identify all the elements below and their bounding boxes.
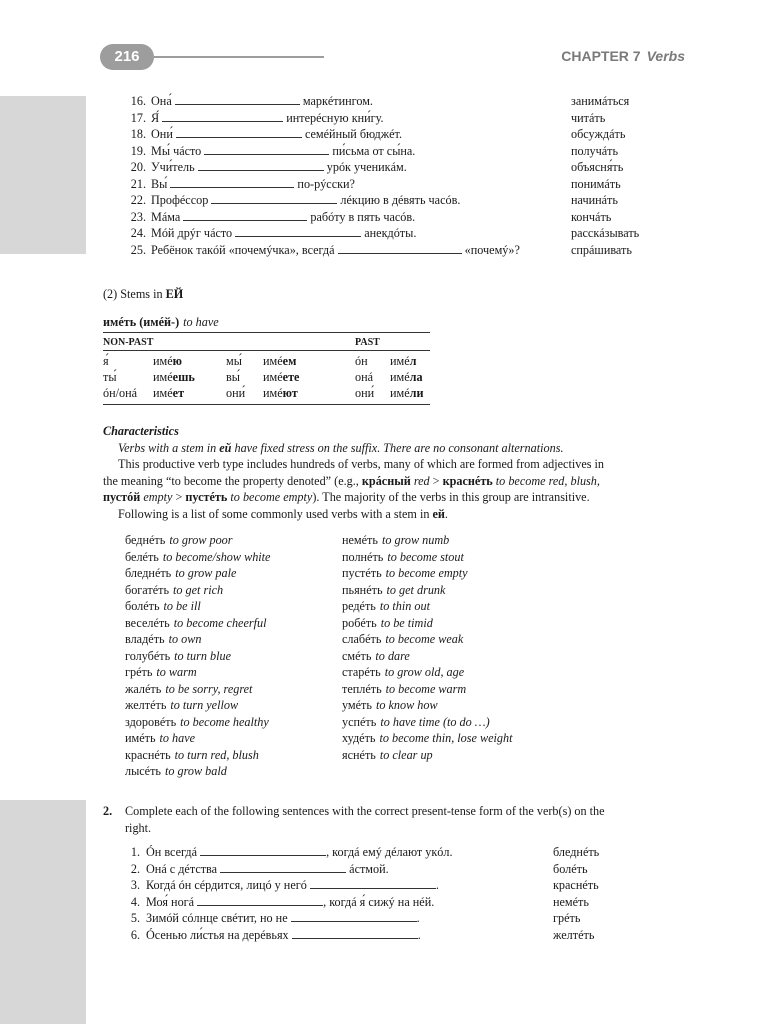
- non-past-header: NON-PAST: [103, 337, 154, 348]
- chapter-title: [561, 48, 685, 65]
- pronoun: óн/онá: [103, 386, 138, 400]
- answer-blank[interactable]: [162, 111, 283, 122]
- exercise-2-row-5: 5. Зимóй сóлнце свéтит, но не .: [130, 911, 420, 925]
- answer-blank[interactable]: [235, 226, 361, 237]
- verb-list-item: пустéть to become empty: [342, 566, 468, 580]
- exercise-verb: спрáшивать: [571, 242, 632, 257]
- answer-blank[interactable]: [176, 127, 302, 138]
- exercise-row-22: 22. Профéссор лéкцию в дéвять часóв. начинáть: [130, 193, 618, 207]
- verb-list-item: веселéть to become cheerful: [125, 615, 267, 630]
- answer-blank[interactable]: [170, 177, 294, 188]
- exercise-number: 2.: [103, 804, 113, 818]
- header-rule: [154, 56, 324, 58]
- verb-list-item: здоровéть to become healthy: [125, 714, 269, 729]
- verb-list-item: желтéть to turn yellow: [125, 698, 239, 712]
- verb-list-item: имéть to have: [125, 731, 196, 745]
- side-tab-top: [0, 96, 86, 254]
- verb-list-item: пьянéть to get drunk: [342, 582, 446, 597]
- table-rule-top: [103, 332, 430, 333]
- paragraph-line: пустóй empty > пустéть to become empty). The majority of the verbs in this group are intransitive.: [103, 490, 590, 504]
- verb-form: имéю: [153, 354, 182, 368]
- pronoun: вы́: [226, 370, 240, 384]
- verb-list-item: успéть to have time (to do …): [342, 714, 490, 729]
- answer-blank[interactable]: [220, 862, 346, 873]
- answer-blank[interactable]: [204, 144, 329, 155]
- exercise-verb: занимáться: [571, 94, 630, 108]
- verb-list-item: беднéть to grow poor: [125, 533, 233, 547]
- pronoun: я́: [103, 354, 109, 368]
- characteristics-note: Verbs with a stem in ей have fixed stress on the suffix. There are no consonant alternations.: [118, 440, 564, 455]
- exercise-2-row-6: 6. Óсенью ли́стья на дерéвьях .: [130, 927, 421, 942]
- verb-list-item: краснéть to turn red, blush: [125, 747, 259, 762]
- chapter-label: CHAPTER 7: [561, 48, 641, 64]
- verb-list-item: владéть to own: [125, 632, 202, 646]
- pronoun: мы́: [226, 354, 242, 368]
- answer-blank[interactable]: [197, 895, 323, 906]
- pronoun: óн: [355, 354, 368, 368]
- paragraph-line: the meaning “to become the property denoted” (e.g., крáсный red > краснéть to become red, blush,: [103, 473, 600, 488]
- verb-list-item: бледнéть to grow pale: [125, 566, 237, 580]
- chapter-topic: Verbs: [646, 48, 685, 64]
- answer-blank[interactable]: [175, 94, 300, 105]
- exercise-row-21: 21. Вы́ по-рýсски? понимáть: [130, 176, 621, 191]
- exercise-verb: читáть: [571, 110, 606, 125]
- verb-form: имéл: [390, 354, 417, 368]
- verb-list-item: слабéть to become weak: [342, 632, 464, 646]
- pronoun: ты́: [103, 370, 117, 384]
- instruction-line: Complete each of the following sentences with the correct present-tense form of the verb(s) on the: [125, 804, 605, 818]
- exercise-row-19: 19. Мы́ чáсто пи́сьма от сы́на. получáть: [130, 143, 619, 158]
- answer-blank[interactable]: [291, 911, 417, 922]
- verb-list-item: грéть to warm: [125, 665, 197, 679]
- section-heading: (2) Stems in ЕЙ: [103, 287, 184, 301]
- exercise-verb: начинáть: [571, 193, 618, 207]
- pronoun: они́: [226, 386, 246, 400]
- exercise-verb: объясня́ть: [571, 160, 624, 174]
- exercise-verb: бледнéть: [553, 845, 600, 859]
- exercise-2-row-4: 4. Моя́ ногá , когдá я́ сижý на нéй.: [130, 894, 435, 909]
- verb-list-item: старéть to grow old, age: [342, 665, 465, 679]
- verb-form: имéла: [390, 370, 423, 384]
- verb-list-item: голубéть to turn blue: [125, 648, 232, 663]
- paragraph-line: Following is a list of some commonly used verbs with a stem in ей.: [118, 506, 448, 521]
- verb-form: имéете: [263, 370, 300, 384]
- exercise-2-row-2: 2. Онá с дéтства áстмой.: [130, 861, 389, 876]
- exercise-verb: грéть: [553, 911, 581, 925]
- verb-list-item: яснéть to clear up: [342, 747, 433, 762]
- paragraph-line: This productive verb type includes hundreds of verbs, many of which are formed from adjectives in: [118, 457, 605, 471]
- page-header: [100, 44, 685, 72]
- exercise-row-20: 20. Учи́тель урóк ученикáм. объясня́ть: [130, 160, 624, 174]
- verb-list-item: редéть to thin out: [342, 599, 430, 613]
- answer-blank[interactable]: [211, 193, 337, 204]
- verb-list-item: лысéть to grow bald: [125, 764, 227, 778]
- exercise-row-25: 25. Ребёнок такóй «почемýчка», всегдá «почемý»? спрáшивать: [130, 242, 632, 257]
- verb-list-item: робéть to be timid: [342, 615, 433, 630]
- answer-blank[interactable]: [292, 928, 418, 939]
- answer-blank[interactable]: [200, 845, 326, 856]
- exercise-verb: болéть: [553, 861, 588, 876]
- verb-list-item: богатéть to get rich: [125, 582, 224, 597]
- pronoun: онá: [355, 370, 374, 384]
- verb-list-item: теплéть to become warm: [342, 681, 467, 696]
- table-rule-mid: [103, 350, 430, 351]
- verb-form: имéли: [390, 386, 424, 400]
- answer-blank[interactable]: [310, 878, 436, 889]
- verb-list-item: немéть to grow numb: [342, 533, 450, 547]
- conjugation-table: [103, 332, 430, 408]
- verb-list-item: умéть to know how: [342, 698, 438, 712]
- exercise-2-row-1: 1. Óн всегдá , когдá емý дéлают укóл.: [130, 845, 453, 859]
- pronoun: они́: [355, 386, 375, 400]
- exercise-row-24: 24. Мóй дрýг чáсто анекдóты. расскáзывать: [130, 226, 640, 240]
- exercise-verb: обсуждáть: [571, 127, 626, 141]
- instruction-line: right.: [125, 820, 152, 835]
- verb-title: имéть (имéй-) to have: [103, 315, 219, 329]
- verb-form: имéет: [153, 386, 185, 400]
- exercise-row-23: 23. Мáма рабóту в пять часóв. кончáть: [130, 209, 612, 224]
- verb-form: имéют: [263, 386, 298, 400]
- verb-list-item: смéть to dare: [342, 648, 410, 663]
- exercise-verb: желтéть: [553, 927, 595, 942]
- exercise-verb: немéть: [553, 894, 589, 909]
- table-rule-bottom: [103, 404, 430, 405]
- exercise-verb: расскáзывать: [571, 226, 640, 240]
- verb-list-item: болéть to be ill: [125, 599, 201, 613]
- exercise-verb: краснéть: [553, 878, 599, 892]
- side-tab-bottom: [0, 800, 86, 1024]
- verb-form: имéем: [263, 354, 297, 368]
- verb-list-item: белéть to become/show white: [125, 549, 271, 564]
- exercise-verb: получáть: [571, 143, 619, 158]
- verb-form: имéешь: [153, 370, 195, 384]
- answer-blank[interactable]: [338, 243, 462, 254]
- answer-blank[interactable]: [183, 210, 307, 221]
- characteristics-heading: Characteristics: [103, 424, 179, 438]
- exercise-row-17: 17. Я́ интерéсную кни́гу. читáть: [130, 110, 606, 125]
- exercise-verb: понимáть: [571, 176, 621, 191]
- past-header: PAST: [355, 337, 380, 348]
- verb-list-item: жалéть to be sorry, regret: [125, 681, 253, 696]
- exercise-2-instructions: [103, 803, 688, 837]
- exercise-row-16: 16. Она́ маркéтингом. занимáться: [130, 94, 630, 108]
- exercise-row-18: 18. Они́ семéйный бюджéт. обсуждáть: [130, 127, 626, 141]
- verb-list-item: худéть to become thin, lose weight: [342, 731, 513, 745]
- exercise-2-row-3: 3. Когдá óн сéрдится, лицó у негó .: [130, 878, 439, 892]
- verb-list-item: полнéть to become stout: [342, 549, 464, 564]
- answer-blank[interactable]: [198, 160, 324, 171]
- page-number: 216: [100, 44, 154, 70]
- exercise-verb: кончáть: [571, 209, 612, 224]
